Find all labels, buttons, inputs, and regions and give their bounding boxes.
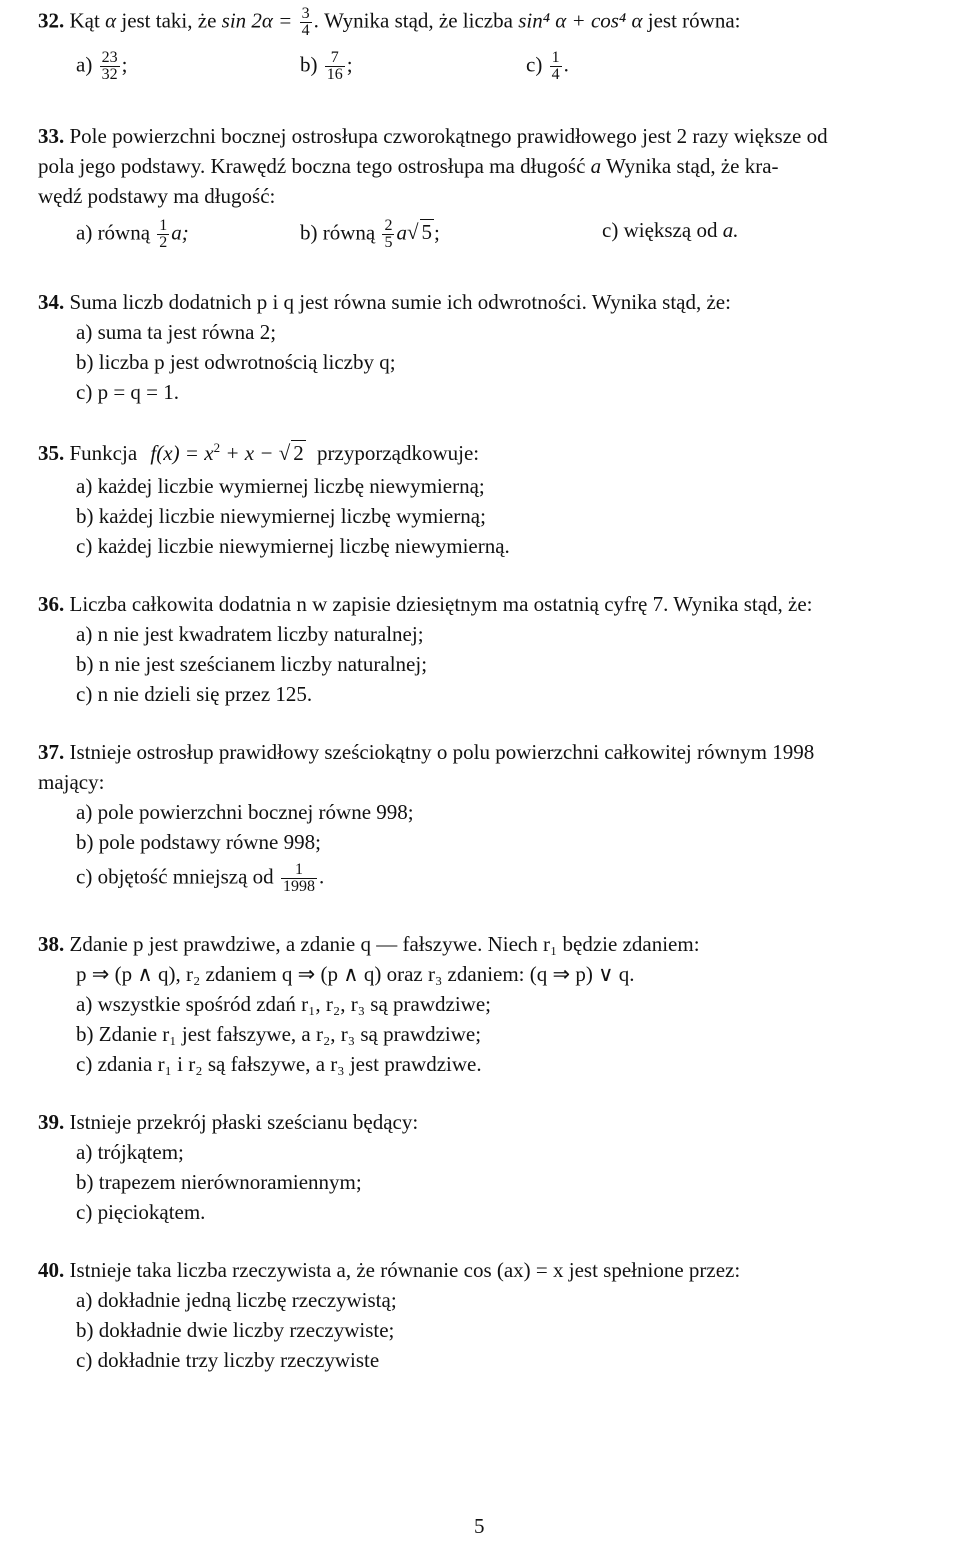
q35-exponent: 2 — [213, 440, 221, 455]
q33-number: 33. — [38, 124, 65, 148]
denominator: 1998 — [282, 878, 315, 895]
q34-text: Suma liczb dodatnich p i q jest równa sumie ich odwrotności. Wynika stąd, że: — [69, 290, 731, 314]
q33-line1 — [38, 124, 828, 148]
q38-text: Zdanie p jest prawdziwe, a zdanie q — fałszywe. Niech r₁ będzie zdaniem: — [69, 932, 700, 956]
q36-option-c: c) n nie dzieli się przez 125. — [76, 682, 313, 706]
option-c-label: c) większą od — [602, 218, 718, 242]
q32-stem — [38, 6, 741, 39]
q32-option-c: c) $\frac{1}{4}$ . — [526, 49, 569, 83]
q32-number: 32. — [38, 8, 65, 33]
numerator: 7 — [325, 50, 345, 67]
q39-option-c: c) pięciokątem. — [76, 1200, 206, 1224]
q35-formula: + x − — [225, 441, 274, 465]
option-b-label: b) równą — [300, 220, 376, 245]
option-c-label: c) objętość mniejszą od — [76, 864, 274, 889]
q32-text: jest taki, że — [121, 8, 217, 33]
q32-text: jest równa: — [647, 8, 741, 33]
option-b-label: b) — [300, 52, 318, 77]
q35-option-a: a) każdej liczbie wymiernej liczbę niewymierną; — [76, 474, 485, 498]
option-c-fraction — [550, 50, 562, 83]
q34-option-b: b) liczba p jest odwrotnością liczby q; — [76, 350, 396, 374]
q35-number: 35. — [38, 441, 65, 465]
q39-text: Istnieje przekrój płaski sześcianu będący: — [69, 1110, 419, 1134]
option-a-fraction — [157, 218, 169, 251]
q40-number: 40. — [38, 1258, 65, 1282]
q34-number: 34. — [38, 290, 65, 314]
q32-fraction — [300, 6, 312, 39]
q37-text: mający: — [38, 770, 105, 794]
q33-text: Pole powierzchni bocznej ostrosłupa czworokątnego prawidłowego jest 2 razy większe od — [69, 124, 828, 148]
q38-number: 38. — [38, 932, 65, 956]
q34-option-c: c) p = q = 1. — [76, 380, 180, 404]
option-a-fraction — [100, 50, 120, 83]
q38-logic: p ⇒ (p ∧ q), r₂ zdaniem q ⇒ (p ∧ q) oraz r₃ zdaniem: (q ⇒ p) ∨ q. — [76, 962, 635, 986]
q32-option-b: b) $\frac{7}{16}$ ; — [300, 49, 353, 83]
denominator: 4 — [551, 66, 560, 83]
q35-stem — [38, 440, 479, 465]
denominator: 32 — [101, 66, 118, 83]
q36-stem — [38, 592, 813, 616]
option-c-fraction — [281, 862, 317, 895]
numerator: 1 — [281, 862, 317, 879]
q32-formula: sin 2α = — [221, 8, 293, 33]
q37-stem — [38, 740, 814, 764]
denominator: 4 — [301, 22, 310, 39]
q33-line3 — [38, 184, 275, 208]
q34-stem — [38, 290, 731, 314]
q32-text: . Wynika stąd, że liczba — [313, 8, 513, 33]
page-number: 5 — [474, 1514, 485, 1538]
q32-alpha: α — [105, 8, 117, 33]
denominator: 5 — [384, 234, 393, 251]
q39-option-a: a) trójkątem; — [76, 1140, 184, 1164]
radicand: 2 — [293, 441, 304, 465]
q39-number: 39. — [38, 1110, 65, 1134]
q35-option-b: b) każdej liczbie niewymiernej liczbę wymierną; — [76, 504, 486, 528]
q35-formula-f: f — [150, 441, 157, 465]
q38-option-b: b) Zdanie r₁ jest fałszywe, a r₂, r₃ są prawdziwe; — [76, 1022, 482, 1046]
sqrt-icon: √ — [406, 220, 419, 245]
q35-text: przyporządkowuje: — [317, 441, 480, 465]
q33-text: pola jego podstawy. Krawędź boczna tego ostrosłupa ma długość — [38, 154, 586, 178]
q36-option-b: b) n nie jest sześcianem liczby naturalnej; — [76, 652, 428, 676]
option-b-var: a — [396, 220, 407, 245]
numerator: 1 — [159, 217, 168, 234]
q32-text: Kąt — [69, 8, 100, 33]
q40-stem — [38, 1258, 740, 1282]
q38-option-a: a) wszystkie spośród zdań r₁, r₂, r₃ są prawdziwe; — [76, 992, 492, 1016]
q40-option-a: a) dokładnie jedną liczbę rzeczywistą; — [76, 1288, 397, 1312]
numerator: 3 — [301, 5, 310, 22]
q32-options: a) $\frac{23}{32}$ ; — [76, 49, 128, 83]
option-c-tail: . — [318, 864, 325, 889]
q35-formula: (x) = x — [156, 441, 214, 465]
q39-stem — [38, 1110, 418, 1134]
q37-option-b: b) pole podstawy równe 998; — [76, 830, 321, 854]
q40-option-c: c) dokładnie trzy liczby rzeczywiste — [76, 1348, 380, 1372]
q38-option-c: c) zdania r₁ i r₂ są fałszywe, a r₃ jest prawdziwe. — [76, 1052, 482, 1076]
q40-text: Istnieje taka liczba rzeczywista a, że równanie cos (ax) = x jest spełnione przez: — [69, 1258, 741, 1282]
q33-option-b — [300, 218, 440, 251]
q33-line2 — [38, 154, 779, 178]
q36-number: 36. — [38, 592, 65, 616]
q35-text: Funkcja — [69, 441, 138, 465]
q37-number: 37. — [38, 740, 65, 764]
option-c-label: c) — [526, 52, 543, 77]
q37-option-a: a) pole powierzchni bocznej równe 998; — [76, 800, 414, 824]
q33-text: wędź podstawy ma długość: — [38, 184, 276, 208]
sqrt-icon: √ — [278, 441, 291, 465]
option-b-fraction — [382, 218, 394, 251]
option-a-tail: a; — [171, 220, 189, 245]
q36-text: Liczba całkowita dodatnia n w zapisie dziesiętnym ma ostatnią cyfrę 7. Wynika stąd, że: — [69, 592, 813, 616]
q33-text: Wynika stąd, że kra- — [606, 154, 779, 178]
q37-text: Istnieje ostrosłup prawidłowy sześciokątny o polu powierzchni całkowitej równym 1998 — [69, 740, 815, 764]
q39-option-b: b) trapezem nierównoramiennym; — [76, 1170, 362, 1194]
q33-var: a — [590, 154, 602, 178]
q40-option-b: b) dokładnie dwie liczby rzeczywiste; — [76, 1318, 395, 1342]
q37-option-c — [76, 862, 324, 895]
radicand: 5 — [421, 220, 433, 245]
option-a-label: a) — [76, 52, 93, 77]
denominator: 2 — [159, 234, 168, 251]
option-b-fraction — [325, 50, 345, 83]
q35-option-c: c) każdej liczbie niewymiernej liczbę niewymierną. — [76, 534, 510, 558]
option-b-tail: ; — [434, 220, 440, 245]
numerator: 23 — [101, 49, 118, 66]
q34-option-a: a) suma ta jest równa 2; — [76, 320, 277, 344]
numerator: 2 — [384, 217, 393, 234]
q33-option-a — [76, 218, 189, 251]
numerator: 1 — [551, 49, 560, 66]
option-c-var: a. — [722, 218, 739, 242]
denominator: 16 — [326, 66, 343, 83]
q36-option-a: a) n nie jest kwadratem liczby naturalnej; — [76, 622, 424, 646]
option-a-label: a) równą — [76, 220, 151, 245]
q38-stem — [38, 932, 700, 956]
q32-expression: sin⁴ α + cos⁴ α — [518, 8, 643, 33]
q33-option-c — [602, 218, 738, 242]
